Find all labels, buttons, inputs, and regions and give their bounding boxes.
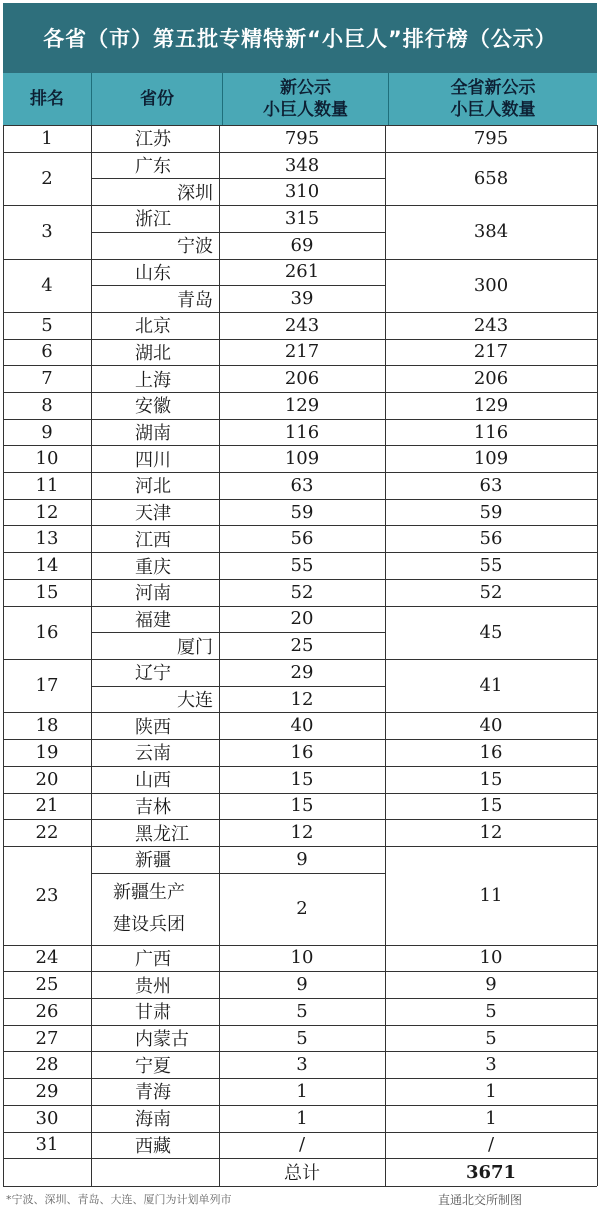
province-total-cell: 129	[473, 394, 509, 416]
table-header	[3, 73, 597, 125]
new-count-cell: 12	[290, 822, 314, 844]
rank-cell: 3	[41, 221, 53, 243]
province-name-cell: 湖南	[135, 423, 171, 445]
new-count-cell: 795	[284, 127, 320, 149]
header-rank: 排名	[30, 89, 64, 109]
city-name-cell: 宁波	[177, 236, 213, 258]
rank-cell: 7	[41, 368, 53, 390]
province-total-cell: 3	[485, 1054, 497, 1076]
rank-cell: 4	[41, 274, 53, 296]
total-label: 总计	[284, 1163, 320, 1185]
rank-cell: 27	[35, 1027, 59, 1049]
province-total-cell: 40	[479, 715, 503, 737]
province-name-cell: 宁夏	[135, 1055, 171, 1077]
new-count-cell: 206	[284, 368, 320, 390]
province-name-cell: 山西	[135, 770, 171, 792]
header-new-count: 新公示 小巨人数量	[263, 78, 348, 120]
rank-cell: 13	[35, 528, 59, 550]
rank-cell: 26	[35, 1000, 59, 1022]
province-total-cell: 56	[479, 528, 503, 550]
new-count-cell: 3	[296, 1054, 308, 1076]
city-name-cell: 大连	[177, 690, 213, 712]
province-name-cell: 新疆生产 建设兵团	[113, 881, 185, 935]
rank-cell: 23	[35, 884, 59, 906]
province-total-cell: 55	[479, 555, 503, 577]
new-count-cell: 69	[290, 234, 314, 256]
new-count-cell: 15	[290, 768, 314, 790]
new-count-cell: 59	[290, 501, 314, 523]
rank-cell: 29	[35, 1080, 59, 1102]
rank-cell: 2	[41, 167, 53, 189]
new-count-cell: 39	[290, 288, 314, 310]
province-name-cell: 四川	[135, 449, 171, 471]
province-name-cell: 广西	[135, 948, 171, 970]
province-total-cell: /	[487, 1134, 495, 1156]
city-name-cell: 青岛	[177, 289, 213, 311]
rank-cell: 12	[35, 501, 59, 523]
table-title: 各省（市）第五批专精特新“小巨人”排行榜（公示）	[3, 3, 597, 73]
new-count-cell: 55	[290, 555, 314, 577]
credit-text: 直通北交所制图	[438, 1193, 523, 1207]
grid-line	[597, 125, 598, 1186]
province-total-cell: 1	[485, 1080, 497, 1102]
rank-cell: 22	[35, 822, 59, 844]
province-name-cell: 湖北	[135, 342, 171, 364]
new-count-cell: 5	[296, 1027, 308, 1049]
province-total-cell: 52	[479, 581, 503, 603]
new-count-cell: 9	[296, 848, 308, 870]
new-count-cell: 10	[290, 947, 314, 969]
new-count-cell: 310	[284, 181, 320, 203]
province-name-cell: 贵州	[135, 975, 171, 997]
new-count-cell: 52	[290, 581, 314, 603]
rank-cell: 31	[35, 1134, 59, 1156]
province-name-cell: 黑龙江	[135, 823, 189, 845]
new-count-cell: 25	[290, 635, 314, 657]
province-total-cell: 15	[479, 768, 503, 790]
province-name-cell: 云南	[135, 743, 171, 765]
rank-cell: 19	[35, 741, 59, 763]
new-count-cell: 12	[290, 688, 314, 710]
province-name-cell: 青海	[135, 1082, 171, 1104]
rank-cell: 15	[35, 581, 59, 603]
province-name-cell: 安徽	[135, 396, 171, 418]
province-total-cell: 16	[479, 741, 503, 763]
rank-cell: 28	[35, 1054, 59, 1076]
province-total-cell: 45	[479, 621, 503, 643]
province-total-cell: 217	[473, 341, 509, 363]
new-count-cell: 348	[284, 154, 320, 176]
province-total-cell: 12	[479, 822, 503, 844]
province-total-cell: 300	[473, 274, 509, 296]
rank-cell: 25	[35, 974, 59, 996]
new-count-cell: 63	[290, 474, 314, 496]
new-count-cell: 109	[284, 448, 320, 470]
rank-cell: 30	[35, 1107, 59, 1129]
rank-cell: 16	[35, 621, 59, 643]
province-total-cell: 63	[479, 474, 503, 496]
province-name-cell: 西藏	[135, 1135, 171, 1157]
rank-cell: 24	[35, 947, 59, 969]
province-name-cell: 山东	[135, 262, 171, 284]
rank-cell: 17	[35, 675, 59, 697]
province-name-cell: 内蒙古	[135, 1029, 189, 1051]
new-count-cell: 29	[290, 661, 314, 683]
city-name-cell: 深圳	[177, 182, 213, 204]
province-total-cell: 116	[473, 421, 509, 443]
new-count-cell: 2	[296, 898, 308, 920]
province-name-cell: 甘肃	[135, 1002, 171, 1024]
province-name-cell: 福建	[135, 609, 171, 631]
province-total-cell: 1	[485, 1107, 497, 1129]
province-total-cell: 41	[479, 675, 503, 697]
province-total-cell: 206	[473, 368, 509, 390]
province-name-cell: 新疆	[135, 850, 171, 872]
new-count-cell: 315	[284, 207, 320, 229]
new-count-cell: 56	[290, 528, 314, 550]
province-total-cell: 59	[479, 501, 503, 523]
province-total-cell: 109	[473, 448, 509, 470]
new-count-cell: /	[298, 1134, 306, 1156]
rank-cell: 20	[35, 768, 59, 790]
header-province: 省份	[140, 89, 174, 109]
province-name-cell: 辽宁	[135, 663, 171, 685]
province-total-cell: 5	[485, 1027, 497, 1049]
province-name-cell: 江西	[135, 529, 171, 551]
new-count-cell: 5	[296, 1000, 308, 1022]
province-name-cell: 天津	[135, 503, 171, 525]
new-count-cell: 40	[290, 715, 314, 737]
province-name-cell: 浙江	[135, 209, 171, 231]
rank-cell: 1	[41, 127, 53, 149]
province-total-cell: 5	[485, 1000, 497, 1022]
province-name-cell: 吉林	[135, 796, 171, 818]
province-name-cell: 海南	[135, 1109, 171, 1131]
new-count-cell: 15	[290, 795, 314, 817]
rank-cell: 8	[41, 394, 53, 416]
rank-cell: 9	[41, 421, 53, 443]
new-count-cell: 129	[284, 394, 320, 416]
province-total-cell: 658	[473, 167, 509, 189]
province-total-cell: 384	[473, 221, 509, 243]
province-total-cell: 9	[485, 974, 497, 996]
province-name-cell: 上海	[135, 369, 171, 391]
new-count-cell: 116	[284, 421, 320, 443]
new-count-cell: 20	[290, 608, 314, 630]
province-name-cell: 河北	[135, 476, 171, 498]
rank-cell: 18	[35, 715, 59, 737]
rank-cell: 5	[41, 314, 53, 336]
province-name-cell: 广东	[135, 156, 171, 178]
province-name-cell: 陕西	[135, 716, 171, 738]
rank-cell: 6	[41, 341, 53, 363]
total-value: 3671	[465, 1161, 517, 1183]
new-count-cell: 1	[296, 1080, 308, 1102]
new-count-cell: 16	[290, 741, 314, 763]
new-count-cell: 9	[296, 974, 308, 996]
province-name-cell: 江苏	[135, 129, 171, 151]
province-name-cell: 北京	[135, 316, 171, 338]
city-name-cell: 厦门	[177, 636, 213, 658]
province-total-cell: 10	[479, 947, 503, 969]
footnote: *宁波、深圳、青岛、大连、厦门为计划单列市	[6, 1193, 232, 1206]
province-total-cell: 15	[479, 795, 503, 817]
province-total-cell: 243	[473, 314, 509, 336]
new-count-cell: 1	[296, 1107, 308, 1129]
rank-cell: 10	[35, 448, 59, 470]
province-total-cell: 11	[479, 884, 503, 906]
province-name-cell: 河南	[135, 583, 171, 605]
province-name-cell: 重庆	[135, 556, 171, 578]
rank-cell: 21	[35, 795, 59, 817]
header-province-total: 全省新公示 小巨人数量	[450, 78, 536, 120]
new-count-cell: 243	[284, 314, 320, 336]
province-total-cell: 795	[473, 127, 509, 149]
grid-line	[91, 125, 92, 1186]
new-count-cell: 261	[284, 261, 320, 283]
rank-cell: 11	[35, 474, 59, 496]
new-count-cell: 217	[284, 341, 320, 363]
rank-cell: 14	[35, 555, 59, 577]
